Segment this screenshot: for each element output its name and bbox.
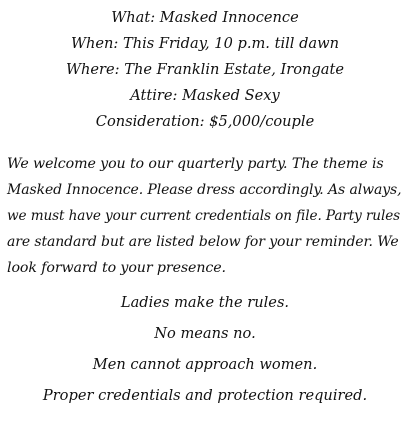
detail-when: When: This Friday, 10 p.m. till dawn bbox=[70, 35, 340, 52]
detail-where: Where: The Franklin Estate, Irongate bbox=[66, 61, 344, 78]
event-details bbox=[0, 5, 410, 135]
detail-what: What: Masked Innocence bbox=[111, 9, 299, 26]
party-rules bbox=[0, 293, 410, 417]
rule-consent: No means no. bbox=[154, 325, 256, 342]
paragraph-line: look forward to your presence. bbox=[7, 260, 226, 276]
paragraph-line: We welcome you to our quarterly party. The theme is bbox=[7, 156, 384, 172]
paragraph-line: we must have your current credentials on file. Party rules bbox=[7, 208, 401, 224]
paragraph-line: are standard but are listed below for your reminder. We bbox=[7, 234, 399, 250]
detail-attire: Attire: Masked Sexy bbox=[130, 87, 280, 104]
rule-ladies: Ladies make the rules. bbox=[120, 294, 290, 311]
paragraph-line: Masked Innocence. Please dress accordingly. As always, bbox=[7, 182, 402, 198]
rule-credentials: Proper credentials and protection required. bbox=[42, 387, 368, 404]
welcome-paragraph bbox=[7, 151, 403, 281]
detail-consideration: Consideration: $5,000/couple bbox=[95, 113, 315, 130]
rule-approach: Men cannot approach women. bbox=[92, 356, 318, 373]
